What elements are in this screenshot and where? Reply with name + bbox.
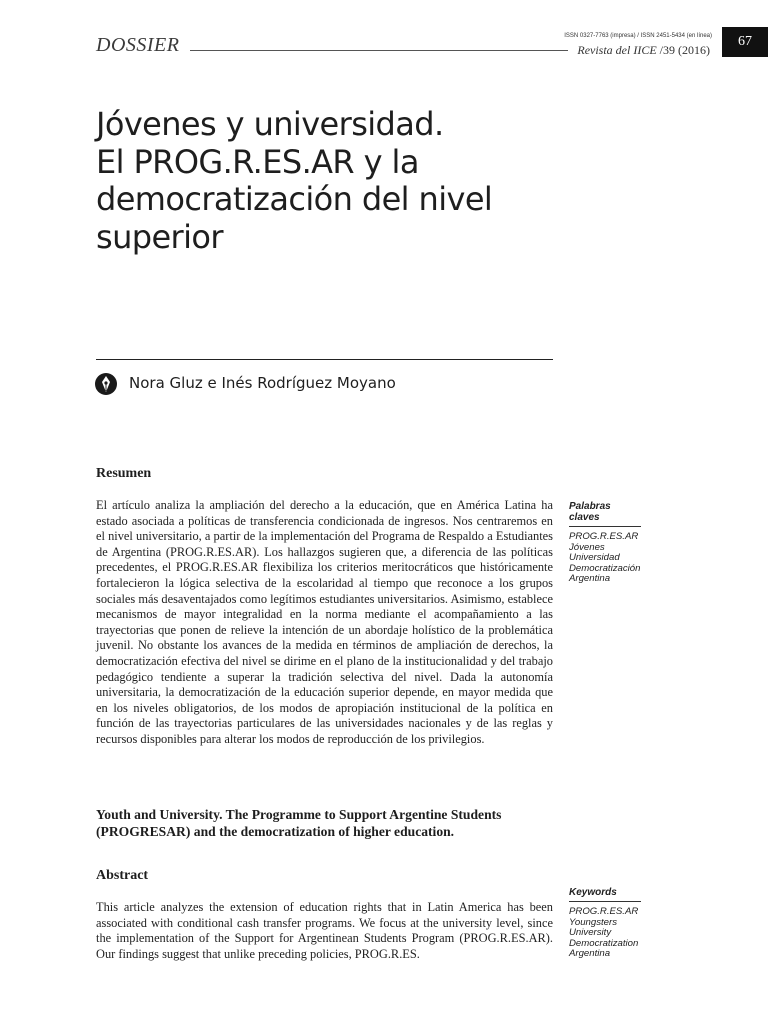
keywords-en	[569, 887, 689, 960]
keywords-es	[569, 501, 689, 585]
resumen-heading: Resumen	[96, 466, 152, 481]
header-rule	[190, 50, 568, 51]
abstract-text: This article analyzes the extension of education rights that in Latin America has been associated with conditional cash transfer programs. We focus at the university level, since the implementation of the Support for Argentinean Students Program (PROG.R.ES.AR). Our findings suggest that unlike preceding policies, PROG.R.ES.	[96, 900, 553, 961]
keyword-item: Argentina	[569, 573, 611, 585]
keyword-item: Argentina	[569, 948, 611, 960]
title-divider	[96, 359, 553, 360]
keyword-item: University	[569, 927, 612, 939]
section-label: DOSSIER	[96, 34, 180, 56]
author-pen-icon	[95, 373, 117, 395]
keyword-item: Democratization	[569, 937, 639, 949]
title-line: El PROG.R.ES.AR y la	[96, 142, 419, 181]
keywords-en-heading: Keywords	[569, 887, 641, 902]
keyword-item: Jóvenes	[569, 541, 605, 553]
keyword-item: Democratización	[569, 562, 641, 574]
keyword-item: Youngsters	[569, 916, 618, 928]
issn-line: ISSN 0327-7763 (impresa) / ISSN 2451-5434 (en línea)	[564, 33, 712, 39]
title-line: superior	[96, 217, 223, 256]
keyword-item: PROG.R.ES.AR	[569, 906, 639, 917]
article-title	[96, 106, 566, 256]
keyword-item: Universidad	[569, 552, 620, 564]
title-line: Jóvenes y universidad.	[96, 105, 444, 143]
keywords-es-heading: Palabras claves	[569, 501, 641, 527]
keyword-item: PROG.R.ES.AR	[569, 531, 639, 542]
journal-issue: /39 (2016)	[656, 43, 710, 57]
page-number: 67	[722, 27, 768, 57]
resumen-text: El artículo analiza la ampliación del derecho a la educación, que en América Latina ha estado asociada a políticas de transferencia condicionada de ingresos. Nos centraremos en el nivel universitario, a partir de la implementación del Programa de Respaldo a Estudiantes de Argentina (PROG.R.ES.AR). Los hallazgos sugieren que, a diferencia de las políticas precedentes, el PROG.R.ES.AR flexibiliza los criterios meritocráticos que históricamente fortalecieron la lógica selectiva de la escolaridad al tiempo que reconoce a los grupos sociales más desaventajados como legítimos estudiantes universitarios. Asimismo, establece mecanismos de mayor integralidad en la norma mediante el acompañamiento a las trayectorias que ponen de relieve la intención de un abordaje holístico de la problemática juvenil. No obstante los avances de la medida en términos de ampliación de derechos, la democratización efectiva del nivel se dirime en el plano de la institucionalidad y del trabajo pedagógico tendiente a superar la tradición selectiva del nivel. Dada la autonomía universitaria, la democratización de la educación superior depende, en mayor medida que en los niveles obligatorios, de los modos de apropiación institucional de la política en función de las trayectorias particulares de las universidades nacionales y de las reglas y recursos disponibles para alterar los modos de reproducción de los privilegios.	[96, 498, 553, 746]
english-title: Youth and University. The Programme to Support Argentine Students (PROGRESAR) and the democratization of higher education.	[96, 807, 502, 839]
abstract-heading: Abstract	[96, 868, 149, 883]
journal-citation	[577, 43, 710, 58]
article-authors: Nora Gluz e Inés Rodríguez Moyano	[129, 374, 396, 392]
title-line: democratización del nivel	[96, 180, 493, 218]
journal-name: Revista del IICE	[577, 43, 657, 57]
